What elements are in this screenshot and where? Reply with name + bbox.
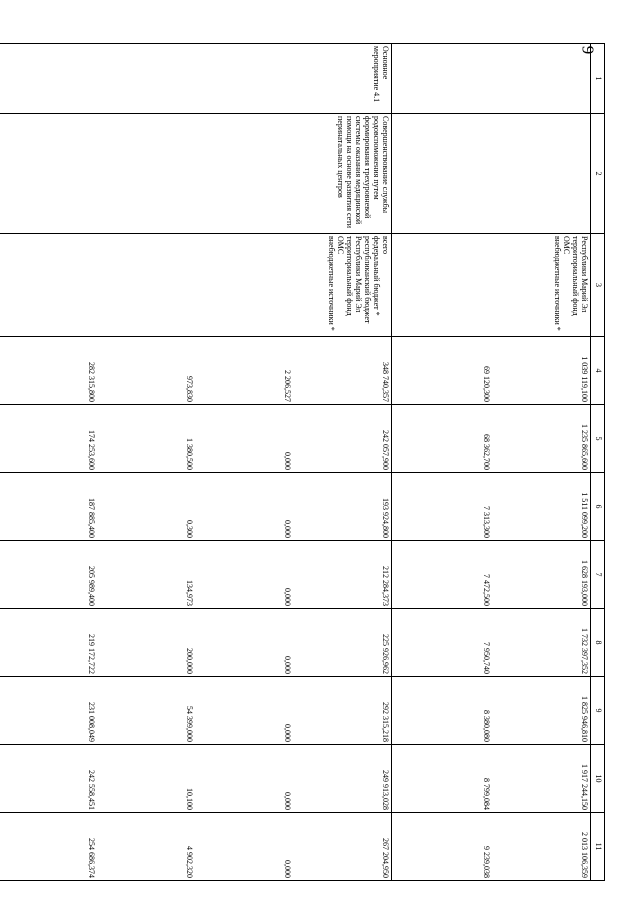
value-cell bbox=[392, 473, 591, 541]
funding-source: всего bbox=[381, 236, 390, 255]
funding-sources bbox=[0, 234, 392, 337]
value: 1 380,500 bbox=[185, 438, 194, 470]
value: 8 799,084 bbox=[482, 778, 491, 810]
funding-source: республиканский бюджет Республики Марий Эл bbox=[354, 236, 372, 324]
value-cell bbox=[392, 677, 591, 745]
column-header: 11 bbox=[591, 813, 605, 881]
page-number: 9 bbox=[578, 45, 598, 55]
value-cell bbox=[392, 337, 591, 405]
value: 187 885,400 bbox=[87, 498, 96, 538]
value: 0,000 bbox=[283, 656, 292, 674]
table-row bbox=[0, 44, 392, 881]
value: 973,830 bbox=[185, 376, 194, 402]
value: 242 558,451 bbox=[87, 770, 96, 810]
value: 282 315,800 bbox=[87, 362, 96, 402]
funding-source: территориальный фонд ОМС bbox=[336, 236, 354, 316]
value: 174 253,600 bbox=[87, 430, 96, 470]
value: 200,000 bbox=[185, 648, 194, 674]
column-header: 2 bbox=[591, 114, 605, 234]
value: 1 917 244,150 bbox=[580, 764, 589, 810]
measure-code bbox=[392, 44, 591, 114]
column-header: 10 bbox=[591, 745, 605, 813]
value: 9 239,038 bbox=[482, 846, 491, 878]
value-cell bbox=[0, 405, 392, 473]
value: 7 313,300 bbox=[482, 506, 491, 538]
value: 69 120,300 bbox=[482, 366, 491, 402]
value-cell bbox=[392, 813, 591, 881]
value: 0,000 bbox=[283, 452, 292, 470]
value-cell bbox=[0, 541, 392, 609]
funding-sources bbox=[392, 234, 591, 337]
value: 348 740,357 bbox=[381, 362, 390, 402]
value: 292 315,218 bbox=[381, 702, 390, 742]
column-header: 1 bbox=[591, 44, 605, 114]
value: 193 924,800 bbox=[381, 498, 390, 538]
value: 0,000 bbox=[283, 588, 292, 606]
value: 0,000 bbox=[283, 724, 292, 742]
value: 254 686,374 bbox=[87, 838, 96, 878]
column-header: 7 bbox=[591, 541, 605, 609]
value: 54 399,000 bbox=[185, 706, 194, 742]
value: 219 172,722 bbox=[87, 634, 96, 674]
header-row bbox=[591, 44, 605, 881]
value: 1 825 946,810 bbox=[580, 696, 589, 742]
value: 2 013 106,359 bbox=[580, 832, 589, 878]
value-cell bbox=[0, 337, 392, 405]
column-header: 3 bbox=[591, 234, 605, 337]
value-cell bbox=[0, 677, 392, 745]
value-cell bbox=[0, 745, 392, 813]
table-body bbox=[0, 44, 591, 881]
value: 10,100 bbox=[185, 788, 194, 810]
measure-title: Совершенствование службы родовспоможения путем формирования трехуровневой системы оказания медицинской помощи на основе развития сети перинатальных центров bbox=[0, 114, 392, 234]
value: 242 057,900 bbox=[381, 430, 390, 470]
value: 0,000 bbox=[283, 792, 292, 810]
value-cell bbox=[392, 745, 591, 813]
value: 8 380,080 bbox=[482, 710, 491, 742]
value-cell bbox=[0, 813, 392, 881]
value-cell bbox=[0, 473, 392, 541]
column-header: 8 bbox=[591, 609, 605, 677]
value: 1 732 397,352 bbox=[580, 628, 589, 674]
value: 134,973 bbox=[185, 580, 194, 606]
value: 225 926,962 bbox=[381, 634, 390, 674]
value: 212 284,373 bbox=[381, 566, 390, 606]
measure-title bbox=[392, 114, 591, 234]
measure-code: Основное мероприятие 4.1 bbox=[0, 44, 392, 114]
value-cell bbox=[392, 609, 591, 677]
funding-source: Республики Марий Эл территориальный фонд ОМС bbox=[562, 236, 589, 316]
column-header: 6 bbox=[591, 473, 605, 541]
value: 7 472,500 bbox=[482, 574, 491, 606]
column-header: 5 bbox=[591, 405, 605, 473]
value: 267 204,950 bbox=[381, 838, 390, 878]
value: 231 008,049 bbox=[87, 702, 96, 742]
value: 0,300 bbox=[185, 520, 194, 538]
value: 205 989,400 bbox=[87, 566, 96, 606]
column-header: 9 bbox=[591, 677, 605, 745]
rotated-page bbox=[87, 43, 605, 880]
table-row bbox=[392, 44, 591, 881]
value: 7 950,740 bbox=[482, 642, 491, 674]
budget-table bbox=[0, 43, 605, 881]
value: 1 628 193,000 bbox=[580, 560, 589, 606]
value: 0,000 bbox=[283, 860, 292, 878]
value: 68 362,700 bbox=[482, 434, 491, 470]
value-cell bbox=[392, 541, 591, 609]
value: 0,000 bbox=[283, 520, 292, 538]
value: 1 235 865,600 bbox=[580, 424, 589, 470]
funding-source: федеральный бюджет * bbox=[372, 236, 381, 316]
value: 1 039 119,100 bbox=[580, 356, 589, 402]
column-header: 4 bbox=[591, 337, 605, 405]
value-cell bbox=[392, 405, 591, 473]
value: 2 206,527 bbox=[283, 370, 292, 402]
value: 1 511 099,200 bbox=[580, 492, 589, 538]
value-cell bbox=[0, 609, 392, 677]
funding-source: внебюджетные источники * bbox=[327, 236, 336, 331]
value: 4 902,320 bbox=[185, 846, 194, 878]
funding-source: внебюджетные источники * bbox=[553, 236, 562, 331]
value: 249 913,028 bbox=[381, 770, 390, 810]
